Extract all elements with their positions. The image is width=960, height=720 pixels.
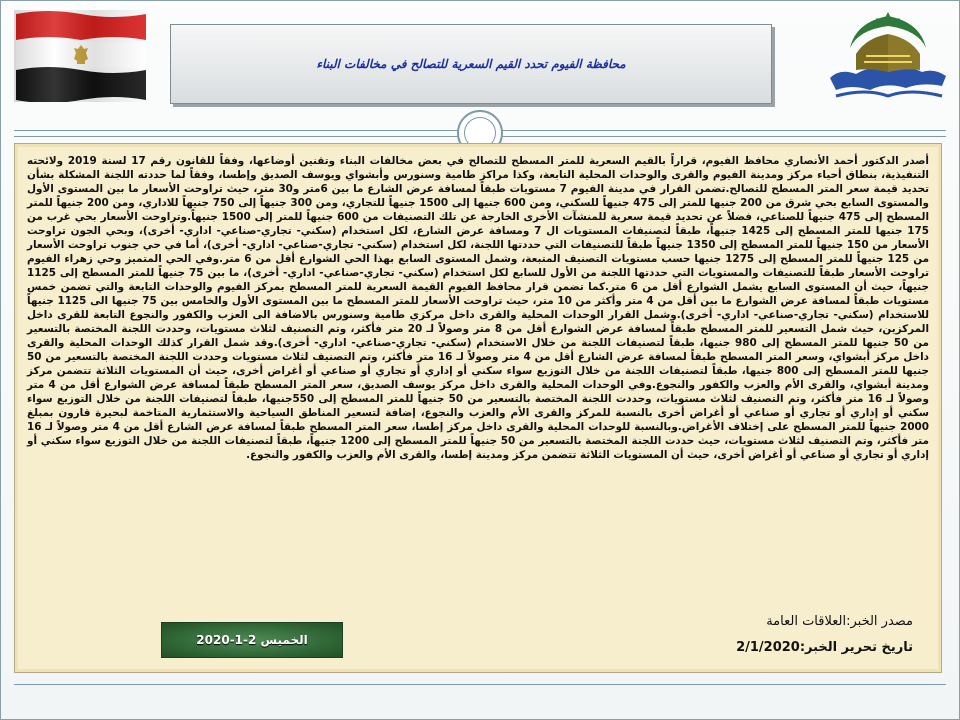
article-panel <box>14 143 942 673</box>
news-date: تاريخ تحرير الخبر:2/1/2020 <box>736 640 913 655</box>
egypt-flag-icon <box>14 10 148 102</box>
news-source: مصدر الخبر:العلاقات العامة <box>766 614 913 629</box>
article-body: أصدر الدكتور أحمد الأنصاري محافظ الفيوم، قراراً بالقيم السعرية للمتر المسطح للتصالح في بعض مخالفات البناء وتقنين أوضاعها، وفقاً للقانون رقم 17 لسنة 2019 ولائحته التنفيذية، بنطاق أحياء مركز ومدينة الفيوم والقرى والوحدات المحلية التابعة، وكذا مراكز طامية وسنورس وأبشواي ويوسف الصديق وإطسا، وفقاً لما حددته اللجنة المشكلة بشأن تحديد قيمة سعر المتر المسطح للتصالح.تضمن القرار في مدينة الفيوم 7 مستويات طبقاً لمسافة عرض الشارع ما بين 6متر و30 متر، حيث تراوحت الأسعار ما بين المستوى الأول والمستوى السابع بحي شرق من 200 جنيها للمتر إلى 475 جنيهاً للسكني، ومن 600 جنيها إلى 1500 جنيهاً للتجاري، ومن 300 جنيهاً إلى 750 جنيهاً للاداري، ومن 200 جنيهاً للمتر المسطح إلى 475 جنيهاً للصناعي، فضلاً عن تحديد قيمة سعرية للمنشآت الأخرى الخارجة عن تلك التصنيفات من 600 جنيهاً للمتر إلى 1500 جنيهاً.وتراوحت الأسعار بحي غرب من 175 جنيها للمتر المسطح إلى 1425 جنيهاً، طبقاً لتصنيفات المستويات ال 7 ومسافة عرض الشارع، لكل استخدام (سكني- تجاري-صناعي- اداري- أخرى)، وبحي الجون تراوحت الأسعار من 150 جنيهاً للمتر المسطح إلى 1350 جنيهاً طبقاً للتصنيفات التي حددتها اللجنة، لكل استخدام (سكني- تجاري-صناعي- اداري- أخرى)، أما في حي جنوب تراوحت الأسعار من 125 جنيهاً للمتر المسطح إلى 1275 جنيها حسب مستويات التصنيف المتبعة، وشمل المستوى السابع بهذا الحي الشوارع أقل من 6 متر.وفي الحي المتميز وحي زهراء الفيوم تراوحت الأسعار طبقاً للتصنيفات والمستويات التي حددتها اللجنة من الأول للسابع لكل استخدام (سكني- تجاري-صناعي- اداري- أخرى)، ما بين 75 جنيهاً للمتر المسطح إلى 1125 جنيهاً، حيث أن المستوى السابع يشمل الشوارع أقل من 6 متر.كما تضمن قرار محافظ الفيوم القيمة السعرية للمتر المسطح بمركز الفيوم والوحدات التابعة والتي تضمن خمس مستويات طبقاً لمسافة عرض الشوارع ما بين أقل من 4 متر وأكثر من 10 متر، حيث تراوحت الأسعار للمتر المسطح ما بين المستوى الأول والخامس بين 75 جنيها الى 1125 جنيهاً للاستخدام (سكني- تجاري-صناعي- اداري- أخرى).وشمل القرار الوحدات المحلية والقرى داخل مركزي طامية وسنورس بالاضافة الى العزب والكفور والنجوع التابعة للقرى داخل المركزين، حيث شمل التسعير للمتر المسطح طبقاً لمسافة عرض الشوارع أقل من 8 متر وصولاً لـ 20 متر فأكثر، وتم التصنيف لثلاث مستويات، وحددت اللجنة المختصة بالتسعير من 50 جنيها للمتر المسطح إلى 980 جنيها، طبقاً لتصنيفات اللجنة من خلال الاستخدام (سكني- تجاري-صناعي- اداري- أخرى).وقد شمل القرار كذلك الوحدات المحلية والقرى داخل مركز أبشواي، وسعر المتر المسطح طبقاً لمسافة عرض الشارع أقل من 4 متر وصولاً لـ 16 متر فأكثر، وتم التصنيف لثلاث مستويات وحددت اللجنة المختصة بالتسعير من 50 جنيها للمتر المسطح إلى 800 جنيها، طبقاً لتصنيفات اللجنة من خلال التوزيع سواء سكني أو إداري أو تجاري أو صناعي أو أغراض أخرى، حيث أن المستويات الثلاثة تتضمن مركز ومدينة أبشواي، والقرى الأم والعزب والكفور والنجوع.وفي الوحدات المحلية والقرى داخل مركز يوسف الصديق، سعر المتر المسطح طبقاً لمسافة عرض الشوارع أقل من 4 متر وصولاً لـ 16 متر فأكثر، وتم التصنيف لثلاث مستويات، وحددت اللجنة المختصة بالتسعير من 50 جنيهاً للمتر المسطح إلى 550جنيها، طبقاً لتصنيفات اللجنة من خلال التوزيع سواء سكني أو إداري أو تجاري أو صناعي أو أغراض أخرى بالنسبة للمركز والقرى الأم والعزب والنجوع، إضافة لتسعير المناطق السياحية والاستثمارية المتاخمة لبحيرة قارون بمبلغ 2000 جنيهاً للمتر المسطح على إختلاف الأغراض.وبالنسبة للوحدات المحلية والقرى داخل مركز إطسا، سعر المتر المسطح طبقاً لمسافة عرض الشارع أقل من 4 متر وصولاً لـ 16 متر فأكثر، وتم التصنيف لثلاث مستويات، حيث حددت اللجنة المختصة بالتسعير من 50 جنيهاً للمتر المسطح إلى 1200 جنيهاً، طبقاً لتصنيفات اللجنة من خلال التوزيع سواء سكني أو إداري أو تجاري أو صناعي أو أغراض أخرى، حيث أن المستويات الثلاثة تتضمن مركز ومدينة إطسا، والقرى الأم والعزب والكفور والنجوع. <box>27 155 930 461</box>
date-badge: الخميس 2-1-2020 <box>161 622 343 658</box>
fayoum-governorate-logo-icon <box>826 8 948 104</box>
headline-banner <box>170 24 772 104</box>
page-title: محافظة الفيوم تحدد القيم السعرية للتصالح في مخالفات البناء <box>316 57 626 71</box>
divider-line <box>14 684 946 685</box>
